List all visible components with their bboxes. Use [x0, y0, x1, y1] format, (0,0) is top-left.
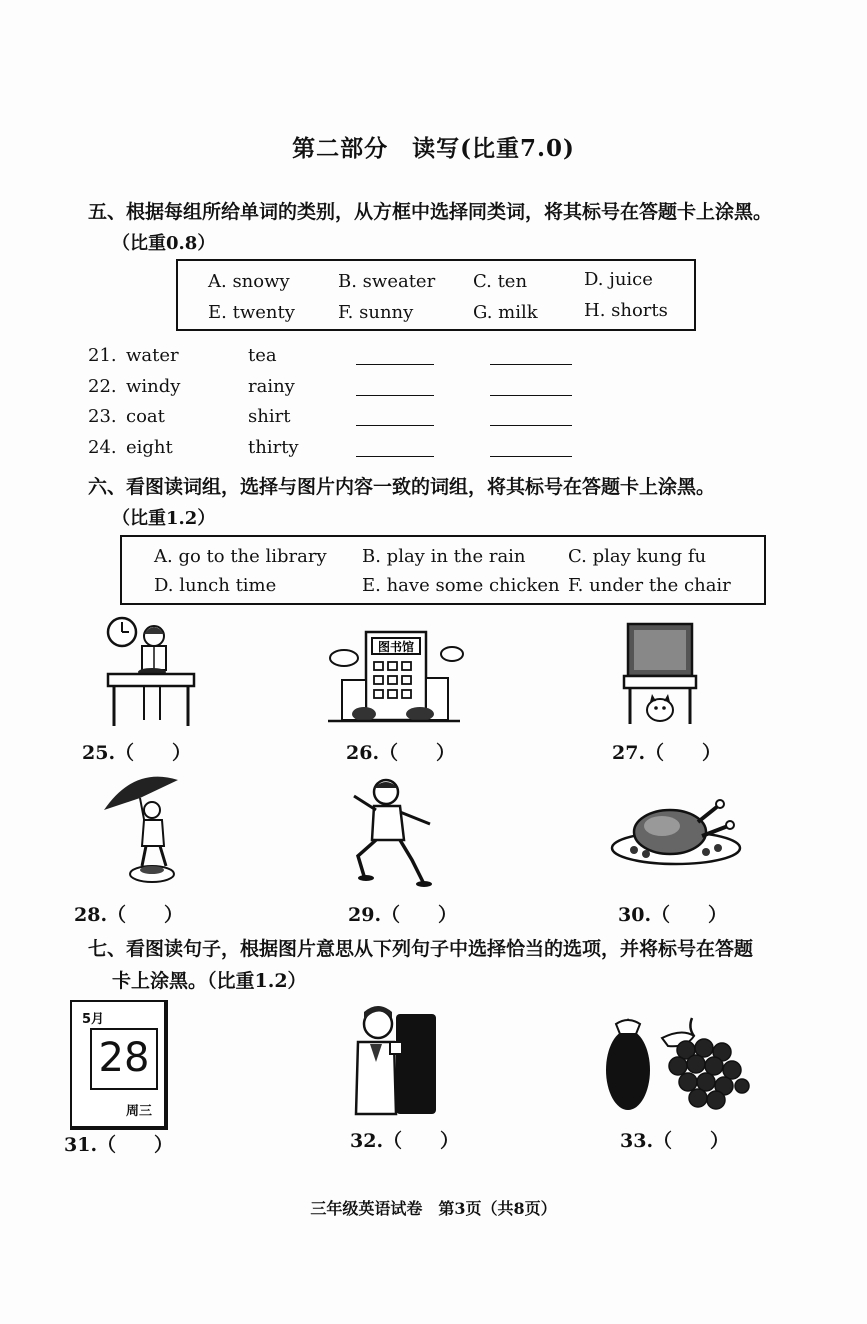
- section-5-weight: （比重0.8）: [112, 233, 216, 254]
- eggplant-grapes-picture: [602, 1014, 750, 1114]
- option-f: F. sunny: [338, 302, 414, 323]
- library-picture: [324, 628, 464, 726]
- word-1: eight: [126, 437, 173, 458]
- option-c: C. play kung fu: [568, 546, 707, 567]
- answer-blank-2[interactable]: [490, 364, 572, 365]
- question-number: 24.: [88, 437, 117, 458]
- answer-27[interactable]: 27.（ ）: [612, 742, 722, 764]
- answer-blank-1[interactable]: [356, 364, 434, 365]
- answer-31[interactable]: 31.（ ）: [64, 1134, 174, 1156]
- option-d: D. lunch time: [154, 575, 277, 596]
- answer-32[interactable]: 32.（ ）: [350, 1130, 460, 1152]
- section-6-option-box: [120, 535, 766, 605]
- word-2: shirt: [248, 406, 291, 427]
- calendar-picture: [70, 1000, 168, 1130]
- calendar-month: 5月: [82, 1012, 105, 1027]
- page-footer: 三年级英语试卷 第3页（共8页）: [310, 1199, 557, 1218]
- question-row: [88, 376, 608, 406]
- option-a: A. go to the library: [154, 546, 327, 567]
- word-2: tea: [248, 345, 277, 366]
- option-b: B. play in the rain: [362, 546, 526, 567]
- part-title: 第二部分 读写(比重7.0): [292, 135, 575, 162]
- question-row: [88, 345, 608, 375]
- answer-26[interactable]: 26.（ ）: [346, 742, 456, 764]
- library-sign: 图书馆: [377, 640, 415, 654]
- man-with-coat-picture: [350, 1002, 440, 1116]
- question-row: [88, 437, 608, 467]
- calendar-weekday: 周三: [126, 1104, 153, 1119]
- section-6-weight: （比重1.2）: [112, 508, 216, 529]
- option-e: E. twenty: [208, 302, 295, 323]
- question-number: 23.: [88, 406, 117, 427]
- answer-blank-1[interactable]: [356, 395, 434, 396]
- option-e: E. have some chicken: [362, 575, 560, 596]
- answer-30[interactable]: 30.（ ）: [618, 904, 728, 926]
- answer-blank-2[interactable]: [490, 395, 572, 396]
- section-7-instruction-line-2: 卡上涂黑。（比重1.2）: [112, 970, 307, 992]
- word-2: rainy: [248, 376, 295, 397]
- question-number: 21.: [88, 345, 117, 366]
- option-c: C. ten: [473, 271, 528, 292]
- word-1: water: [126, 345, 179, 366]
- option-a: A. snowy: [208, 271, 290, 292]
- option-h: H. shorts: [584, 300, 668, 321]
- answer-29[interactable]: 29.（ ）: [348, 904, 458, 926]
- question-number: 22.: [88, 376, 117, 397]
- question-row: [88, 406, 608, 436]
- section-5-questions: [88, 345, 608, 465]
- answer-blank-1[interactable]: [356, 425, 434, 426]
- answer-33[interactable]: 33.（ ）: [620, 1130, 730, 1152]
- option-f: F. under the chair: [568, 575, 731, 596]
- word-1: coat: [126, 406, 165, 427]
- word-1: windy: [126, 376, 181, 397]
- answer-28[interactable]: 28.（ ）: [74, 904, 184, 926]
- answer-25[interactable]: 25.（ ）: [82, 742, 192, 764]
- answer-blank-1[interactable]: [356, 456, 434, 457]
- roast-chicken-picture: [610, 796, 742, 868]
- calendar-day: 28: [90, 1028, 158, 1090]
- option-g: G. milk: [473, 302, 538, 323]
- section-5-instruction: 五、根据每组所给单词的类别，从方框中选择同类词，将其标号在答题卡上涂黑。: [88, 201, 773, 223]
- cat-under-chair-picture: [622, 622, 698, 726]
- section-6-instruction: 六、看图读词组，选择与图片内容一致的词组，将其标号在答题卡上涂黑。: [88, 476, 716, 498]
- lunch-time-picture: [104, 616, 198, 728]
- option-d: D. juice: [584, 269, 653, 290]
- answer-blank-2[interactable]: [490, 456, 572, 457]
- option-b: B. sweater: [338, 271, 436, 292]
- answer-blank-2[interactable]: [490, 425, 572, 426]
- section-7-instruction-line-1: 七、看图读句子，根据图片意思从下列句子中选择恰当的选项，并将标号在答题: [88, 938, 754, 960]
- play-in-rain-picture: [100, 770, 184, 886]
- word-2: thirty: [248, 437, 299, 458]
- kung-fu-picture: [346, 776, 436, 888]
- section-5-option-box: [176, 259, 696, 331]
